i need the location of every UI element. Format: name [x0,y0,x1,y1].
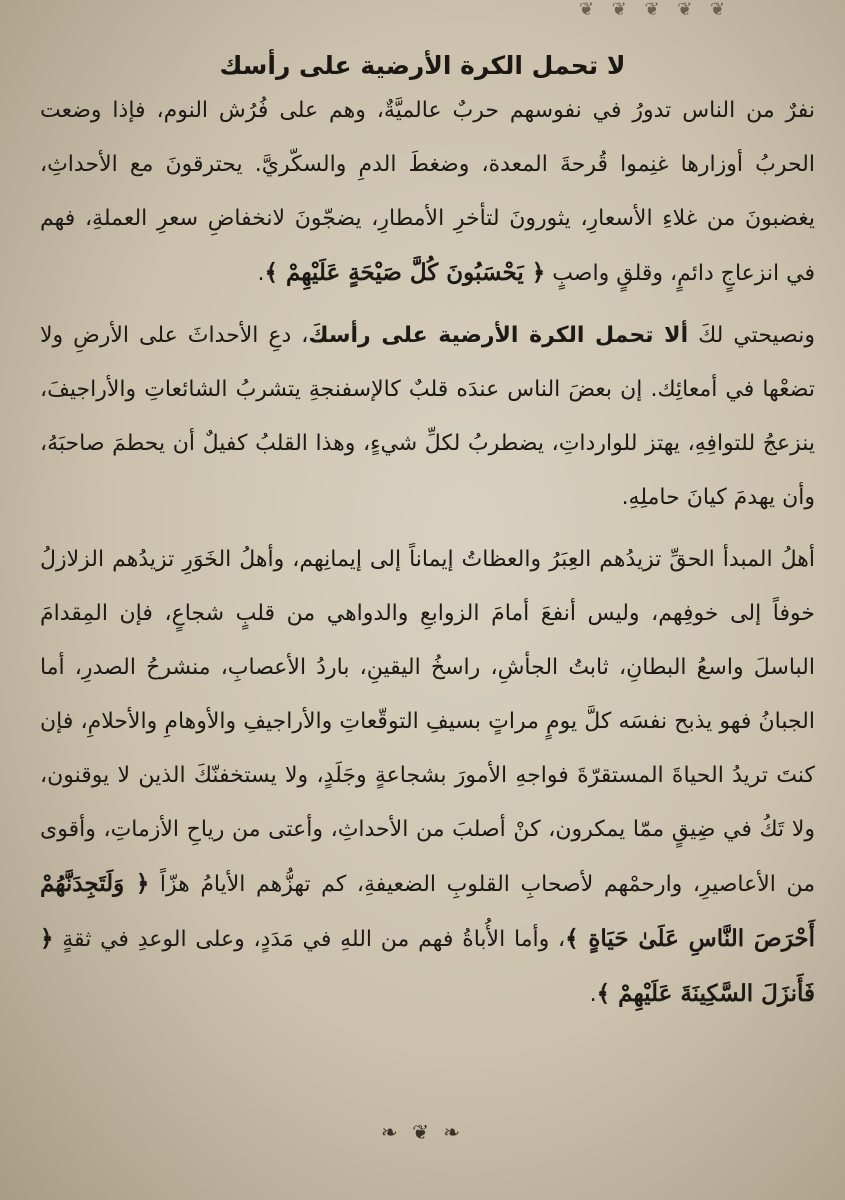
quran-verse: ﴿ وَلَتَجِدَنَّهُمْ أَحْرَصَ النَّاسِ عَلَىٰ حَيَاةٍ ﴾ [40,870,815,952]
paragraph-2 [40,309,815,525]
paragraph-1-text: نفرٌ من الناس تدورُ في نفوسهم حربٌ عالميَّةٌ، وهم على فُرُش النوم، فإذا وضعت الحربُ أوزارها غنِموا قُرحةَ المعدة، وضغطَ الدمِ والسكّريَّ. يحترقونَ مع الأحداثِ، يغضبونَ من غلاءِ الأسعارِ، يثورونَ لتأخرِ الأمطارِ، يضجّونَ لانخفاضِ سعرِ العملةِ، فهم في انزعاجٍ دائمٍ، وقلقٍ واصبٍ [40,98,815,286]
paragraph-2-text-start: ونصيحتي لكَ [698,323,815,348]
paragraph-3-text-rest: ، وأما الأُباةُ فهم من اللهِ في مَدَدٍ، وعلى الوعدِ في ثقةٍ [62,927,566,952]
bottom-ornament-icon: ❧ ❦ ❧ [381,1120,464,1144]
paragraph-3 [40,533,815,1022]
top-ornament-icon: ❦ ❦ ❦ ❦ ❦ [578,0,732,20]
quran-verse: ﴿ فَأَنزَلَ السَّكِينَةَ عَلَيْهِمْ ﴾ [40,925,815,1007]
paragraph-2-emphasis: ألا تحمل الكرة الأرضية على رأسكَ [308,323,689,348]
paragraph-1-end: . [257,261,265,286]
page-title: لا تحمل الكرة الأرضية على رأسك [219,50,626,80]
paragraph-1 [40,84,815,301]
quran-verse: ﴿ يَحْسَبُونَ كُلَّ صَيْحَةٍ عَلَيْهِمْ ﴾ [264,259,546,286]
paragraph-2-text-rest: ، دعِ الأحداثَ على الأرضِ ولا تضعْها في أمعائِك. إن بعضَ الناس عندَه قلبٌ كالإسفنجةِ يتشربُ الشائعاتِ والأراجيفَ، ينزعجُ للتوافِهِ، يهتز للوارداتِ، يضطربُ لكلِّ شيءٍ، وهذا القلبُ كفيلٌ أن يحطمَ صاحبَهُ، وأن يهدمَ كيانَ حاملِهِ. [40,323,815,510]
paragraph-3-end: . [589,982,597,1007]
page-body [40,84,815,1022]
paragraph-3-text-start: أهلُ المبدأ الحقِّ تزيدُهم العِبَرُ والعظاتُ إيماناً إلى إيمانِهم، وأهلُ الخَوَرِ تزيدُهم الزلازلُ خوفاً إلى خوفِهم، وليس أنفعَ أمامَ الزوابعِ والدواهي من قلبٍ شجاعٍ، فإن المِقدامَ الباسلَ واسعُ البطانِ، ثابتُ الجأشِ، راسخُ اليقينِ، باردُ الأعصابِ، منشرحُ الصدرِ، أما الجبانُ فهو يذبح نفسَه كلَّ يومٍ مراتٍ بسيفِ التوقّعاتِ والأراجيفِ والأوهامِ والأحلامِ، فإن كنتَ تريدُ الحياةَ المستقرّةَ فواجهِ الأمورَ بشجاعةٍ وجَلَدٍ، ولا يستخفنّكَ الذين لا يوقنون، ولا تَكُ في ضِيقٍ ممّا يمكرون، كنْ أصلبَ من الأحداثِ، وأعتى من رياحِ الأزماتِ، وأقوى من الأعاصيرِ، وارحمْهم لأصحابِ القلوبِ الضعيفةِ، كم تهزُّهم الأيامُ هزّاً [40,547,815,897]
